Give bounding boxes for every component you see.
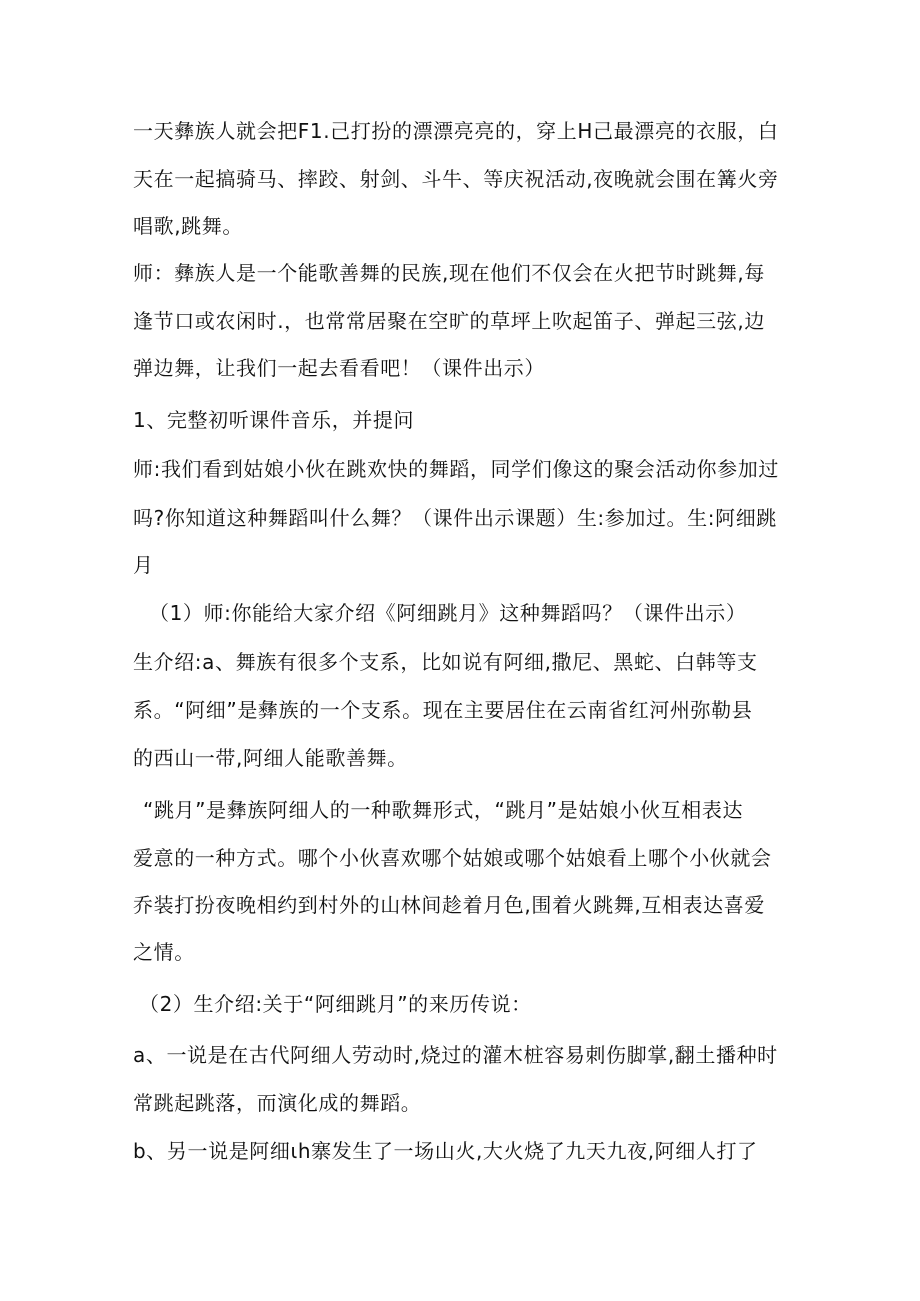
text-line: 天在一起搞骑马、摔跤、射剑、斗牛、等庆祝活动,夜晚就会围在篝火旁: [133, 167, 779, 191]
text-line: 师：彝族人是一个能歌善舞的民族,现在他们不仅会在火把节时跳舞,每: [133, 261, 765, 285]
text-line: 月: [133, 553, 154, 577]
text-line: 生介绍:a、舞族有很多个支系，比如说有阿细,撒尼、黑蛇、白韩等支: [133, 650, 758, 674]
text-line: （1）师:你能给大家介绍《阿细跳月》这种舞蹈吗？（课件出示）: [149, 601, 747, 625]
text-line: 一天彝族人就会把F1.己打扮的漂漂亮亮的，穿上H己最漂亮的衣服，白: [133, 119, 779, 143]
text-line: 师:我们看到姑娘小伙在跳欢快的舞蹈，同学们像这的聚会活动你参加过: [133, 457, 779, 481]
text-line: 乔装打扮夜晚相约到村外的山林间趁着月色,围着火跳舞,互相表达喜爱: [133, 893, 765, 917]
text-line: （2）生介绍:关于“阿细跳月”的来历传说：: [139, 992, 532, 1016]
text-line: 爱意的一种方式。哪个小伙喜欢哪个姑娘或哪个姑娘看上哪个小伙就会: [133, 846, 772, 870]
text-line: 吗?你知道这种舞蹈叫什么舞？（课件出示课题）生:参加过。生:阿细跳: [133, 506, 777, 530]
text-line: 逢节口或农闲时.，也常常居聚在空旷的草坪上吹起笛子、弹起三弦,边: [133, 309, 765, 333]
text-line: 之情。: [133, 940, 195, 964]
text-line: “跳月”是彝族阿细人的一种歌舞形式，“跳月”是姑娘小伙互相表达: [143, 798, 744, 822]
text-line: 1、完整初听课件音乐，并提问: [133, 408, 415, 432]
text-line: 系。“阿细”是彝族的一个支系。现在主要居住在云南省红河州弥勒县: [133, 698, 753, 722]
text-line: 弹边舞，让我们一起去看看吧！（课件出示）: [133, 356, 545, 380]
text-line: 唱歌,跳舞。: [133, 214, 243, 238]
text-line: 常跳起跳落，而演化成的舞蹈。: [133, 1091, 422, 1115]
text-line: b、另一说是阿细ιh寨发生了一场山火,大火烧了九天九夜,阿细人打了: [133, 1139, 758, 1163]
text-line: a、一说是在古代阿细人劳动时,烧过的灌木桩容易刺伤脚掌,翻土播种时: [133, 1043, 778, 1067]
text-line: 的西山一带,阿细人能歌善舞。: [133, 746, 408, 770]
